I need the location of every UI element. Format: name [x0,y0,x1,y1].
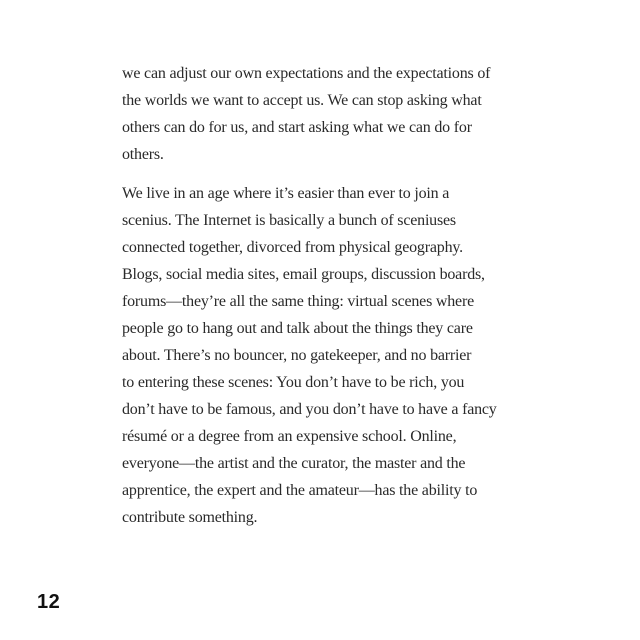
text-line: apprentice, the expert and the amateur—has the ability to [122,482,478,499]
text-line: to entering these scenes: You don’t have to be rich, you [122,374,465,391]
text-line: the worlds we want to accept us. We can stop asking what [122,92,482,109]
text-line: everyone—the artist and the curator, the master and the [122,455,466,472]
text-line: people go to hang out and talk about the things they care [122,320,473,337]
text-line: contribute something. [122,509,258,526]
text-line: about. There’s no bouncer, no gatekeeper, and no barrier [122,347,472,364]
page-number: 12 [37,591,61,613]
text-line: résumé or a degree from an expensive school. Online, [122,428,457,445]
text-line: We live in an age where it’s easier than ever to join a [122,185,450,202]
text-line: Blogs, social media sites, email groups, discussion boards, [122,266,485,283]
text-line: others. [122,146,164,163]
text-line: forums—they’re all the same thing: virtual scenes where [122,293,474,310]
text-line: don’t have to be famous, and you don’t have to have a fancy [122,401,497,418]
paragraph-2 [122,180,522,531]
body-text [122,60,522,543]
text-line: connected together, divorced from physical geography. [122,239,463,256]
text-line: we can adjust our own expectations and the expectations of [122,65,491,82]
text-line: scenius. The Internet is basically a bunch of sceniuses [122,212,456,229]
paragraph-1 [122,60,522,168]
text-line: others can do for us, and start asking what we can do for [122,119,472,136]
